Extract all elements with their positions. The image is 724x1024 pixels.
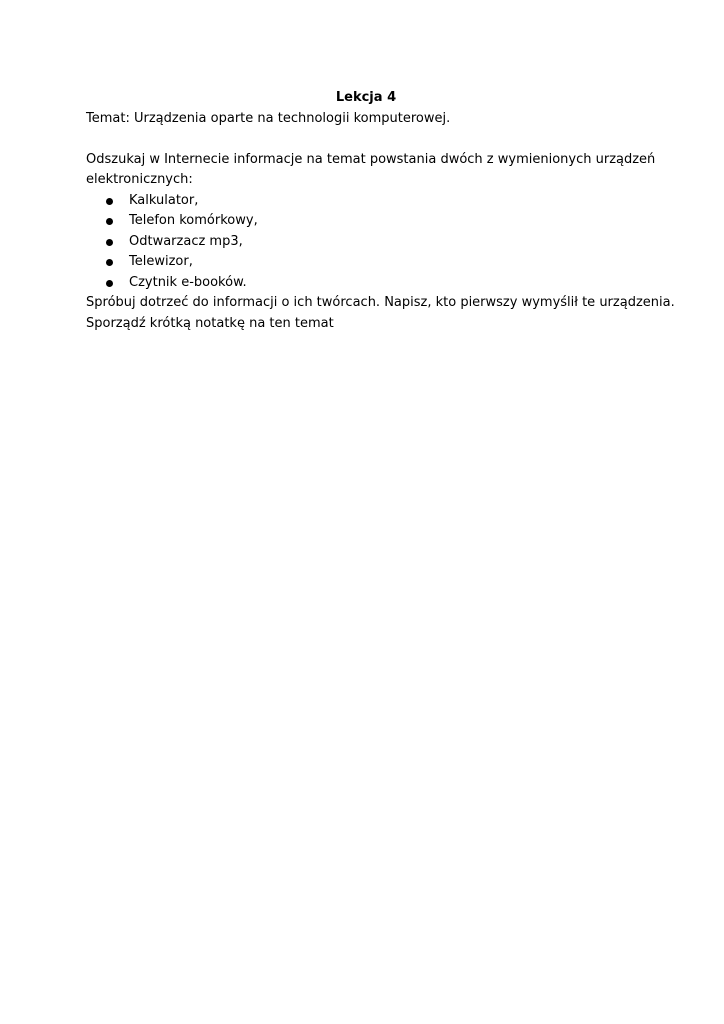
bullet-icon [106,239,113,246]
lesson-title: Lekcja 4 [335,90,397,105]
bullet-icon [106,198,113,205]
instruction-line-2: elektronicznych: [86,172,193,187]
bullet-icon [106,259,113,266]
list-item-label: Telefon komórkowy, [129,213,258,228]
list-item [86,252,646,273]
bullet-icon [106,218,113,225]
closing-line-1: Spróbuj dotrzeć do informacji o ich twórcach. Napisz, kto pierwszy wymyślił te urządzenia. [86,295,675,310]
device-list [86,191,646,294]
list-item [86,232,646,253]
paragraph-gap [86,129,646,150]
closing-line-2: Sporządź krótką notatkę na ten temat [86,315,334,331]
instruction-line-1: Odszukaj w Internecie informacje na temat powstania dwóch z wymienionych urządzeń [86,151,656,167]
list-item-label: Kalkulator, [129,192,199,208]
list-item [86,211,646,232]
list-item-label: Telewizor, [129,254,193,269]
document-content [86,88,675,334]
bullet-icon [106,280,113,287]
list-item [86,273,646,294]
list-item [86,191,646,212]
list-item-label: Czytnik e-booków. [129,274,247,290]
list-item-label: Odtwarzacz mp3, [129,233,243,249]
lesson-subject: Temat: Urządzenia oparte na technologii komputerowej. [86,110,451,126]
